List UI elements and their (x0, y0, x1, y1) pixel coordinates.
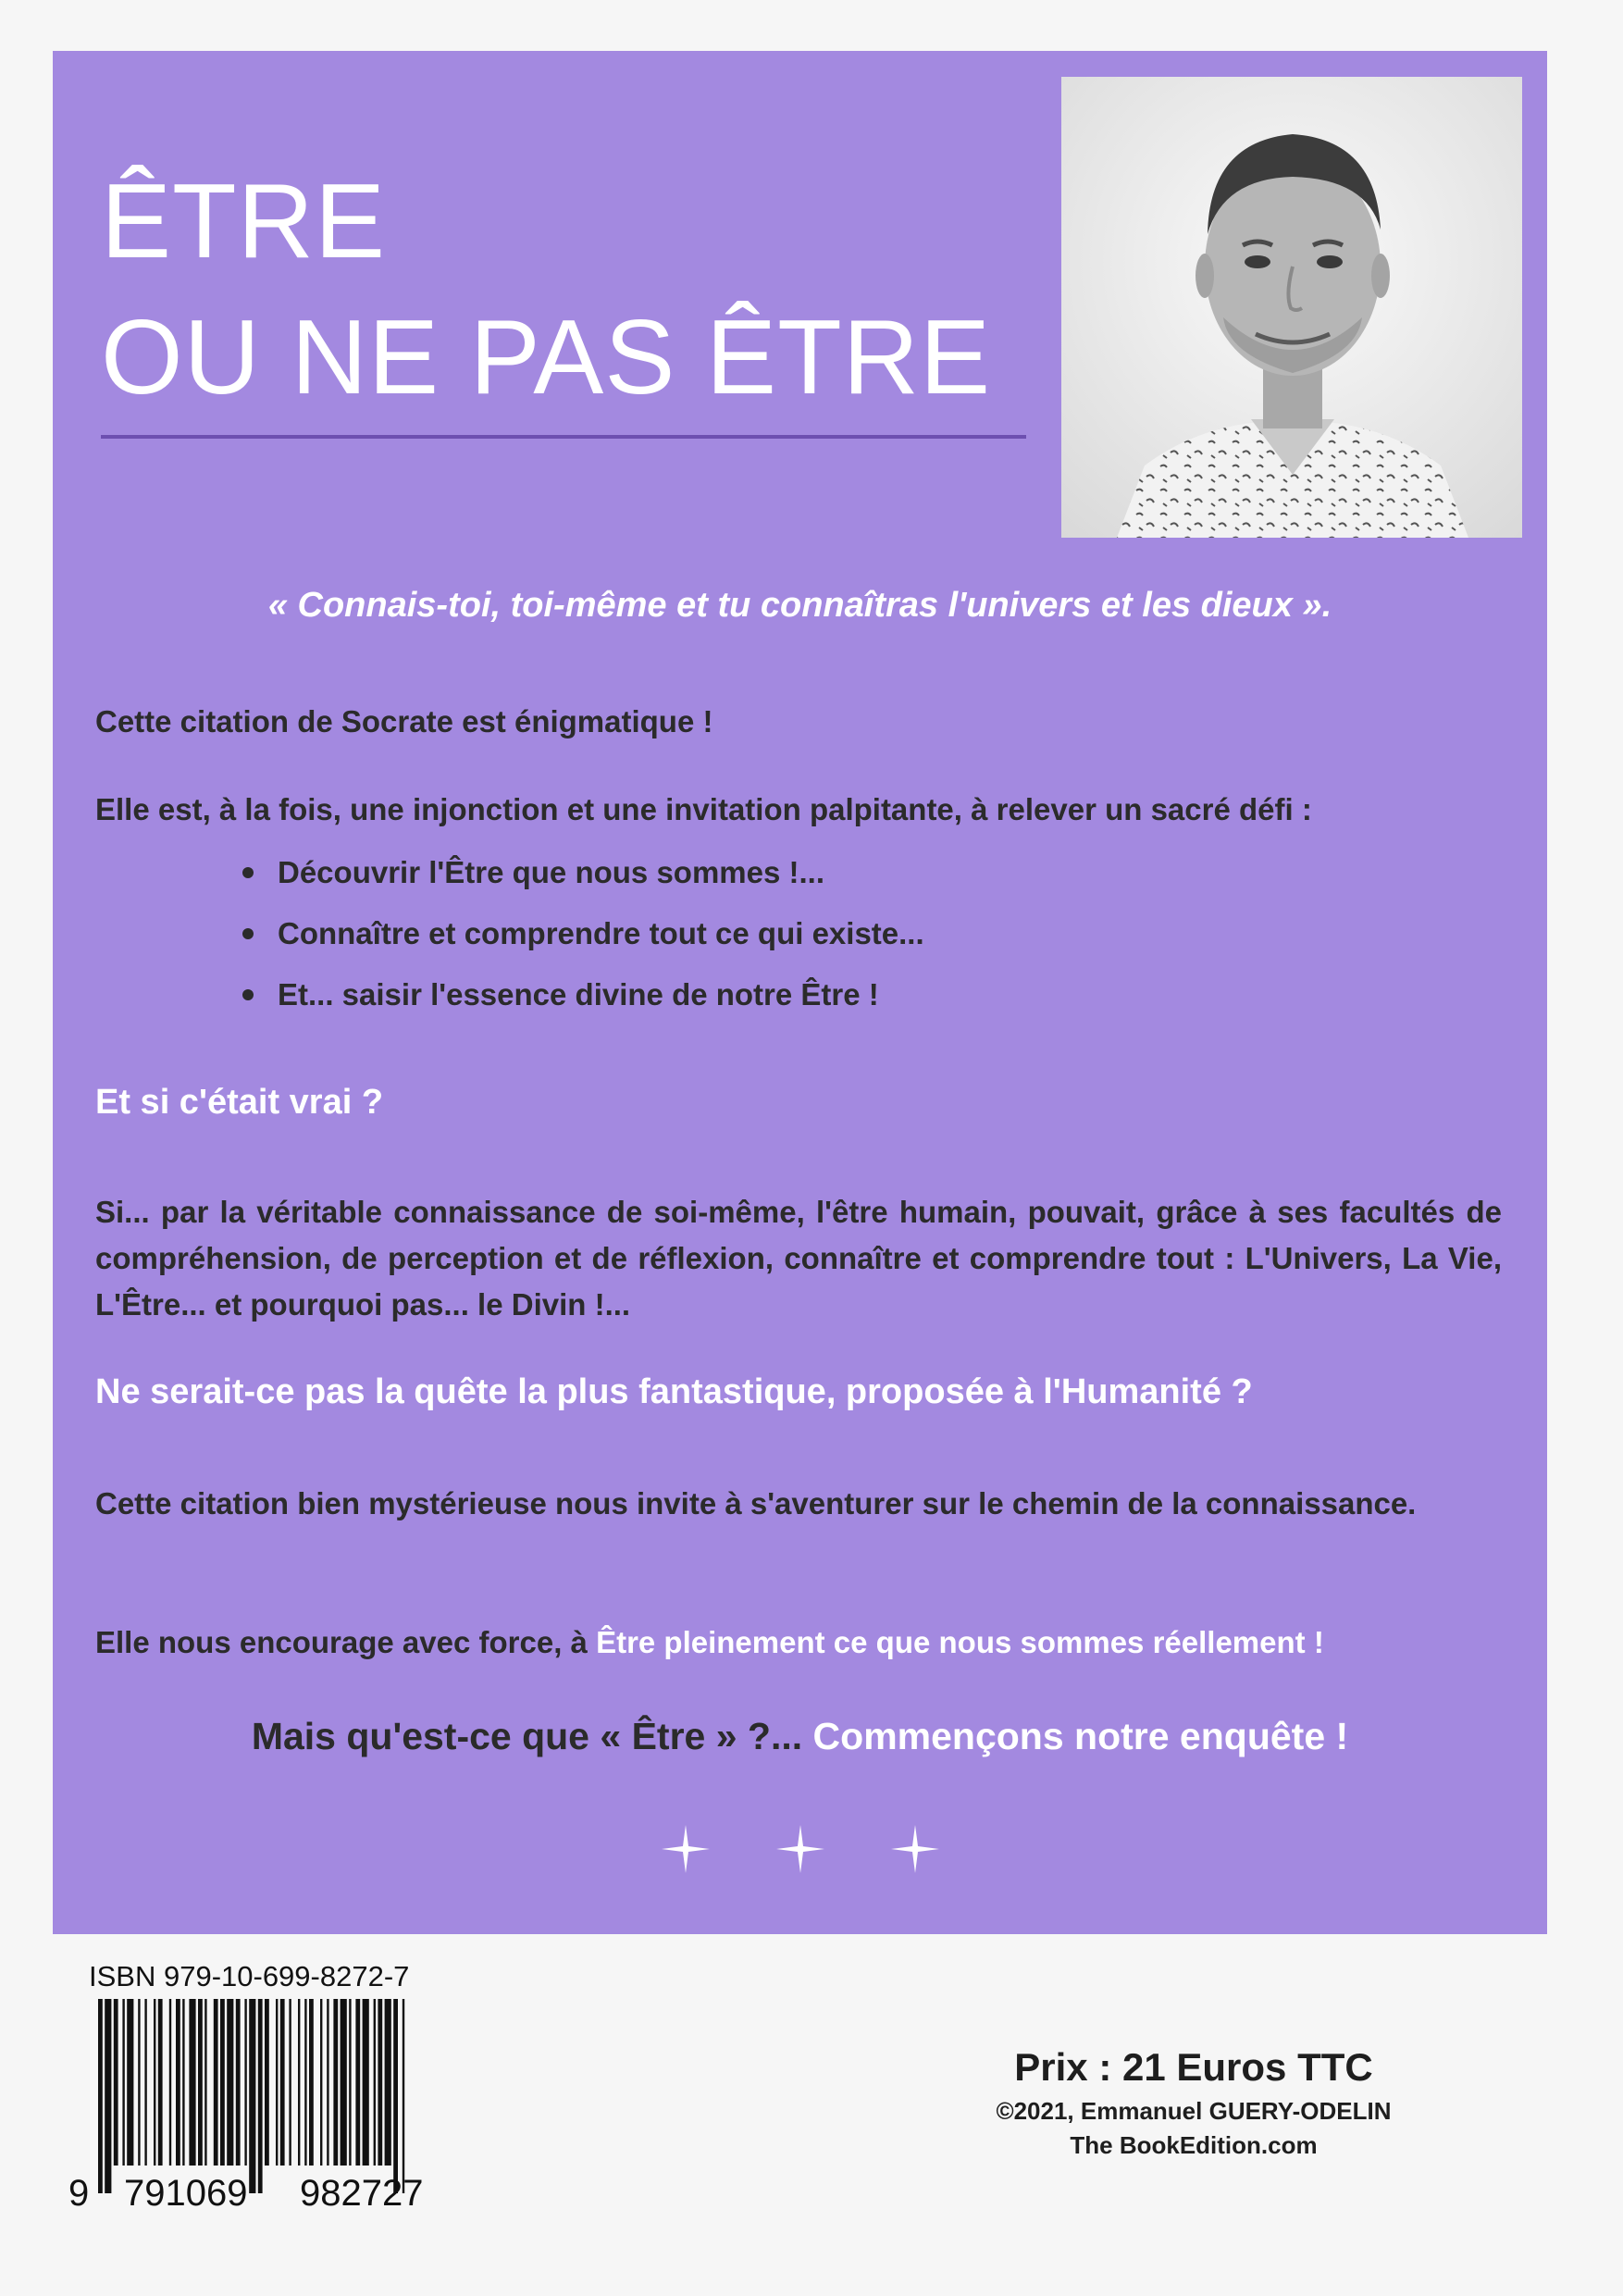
list-item-text: Découvrir l'Être que nous sommes !... (278, 855, 825, 889)
bullet-icon (242, 928, 254, 939)
barcode-digit-first: 9 (68, 2173, 90, 2214)
closing-question: Mais qu'est-ce que « Être » ?... (251, 1715, 803, 1757)
bullet-icon (242, 989, 254, 1000)
citation-paragraph: Cette citation bien mystérieuse nous invite à s'aventurer sur le chemin de la connaissance. (95, 1486, 1417, 1520)
knowledge-paragraph: Si... par la véritable connaissance de soi-même, l'être humain, pouvait, grâce à ses facultés de compréhension, de perception et de réflexion, connaître et comprendre tout : L'Univers, La Vie, L'Être... et pourquoi pas... le Divin !... (95, 1195, 1502, 1322)
quest-heading: Ne serait-ce pas la quête la plus fantastique, proposée à l'Humanité ? (95, 1372, 1253, 1411)
barcode-icon (98, 1999, 496, 2193)
list-item-text: Et... saisir l'essence divine de notre Être ! (278, 977, 879, 1011)
encourage-highlight: Être pleinement ce que nous sommes réellement ! (596, 1625, 1324, 1659)
copyright-text: ©2021, Emmanuel GUERY-ODELIN (996, 2097, 1392, 2125)
barcode-block (67, 1960, 492, 2214)
title-underline (101, 435, 1026, 439)
sparkle-icon (889, 1823, 941, 1875)
list-item-text: Connaître et comprendre tout ce qui existe... (278, 916, 924, 950)
title-line-1: ÊTRE (101, 163, 387, 280)
bullet-icon (242, 867, 254, 878)
star-ornaments (53, 1823, 1547, 1875)
isbn-text: ISBN 979-10-699-8272-7 (89, 1960, 410, 1992)
closing-highlight: Commençons notre enquête ! (812, 1715, 1349, 1757)
invitation-text: Elle est, à la fois, une injonction et une invitation palpitante, à relever un sacré défi : (95, 792, 1312, 826)
challenge-list (242, 842, 924, 1025)
encourage-text (95, 1620, 1502, 1666)
question-heading: Et si c'était vrai ? (95, 1083, 384, 1122)
list-item (242, 842, 924, 903)
barcode-digits-left: 791069 (124, 2173, 248, 2214)
price-text: Prix : 21 Euros TTC (1014, 2045, 1373, 2089)
barcode-digits-right: 982727 (300, 2173, 424, 2214)
title-line-2: OU NE PAS ÊTRE (101, 299, 992, 416)
encourage-prefix: Elle nous encourage avec force, à (95, 1625, 588, 1659)
sparkle-icon (660, 1823, 712, 1875)
closing-line (53, 1715, 1547, 1758)
sparkle-icon (774, 1823, 826, 1875)
author-portrait-illustration (1061, 77, 1522, 538)
price-block (925, 2045, 1462, 2160)
intro-text: Cette citation de Socrate est énigmatique ! (95, 704, 713, 738)
publisher-text: The BookEdition.com (1070, 2131, 1318, 2159)
list-item (242, 903, 924, 964)
socrates-quote: « Connais-toi, toi-même et tu connaîtras l'univers et les dieux ». (267, 586, 1332, 625)
cover-panel (53, 51, 1547, 1934)
author-photo (1061, 77, 1522, 538)
list-item (242, 964, 924, 1025)
